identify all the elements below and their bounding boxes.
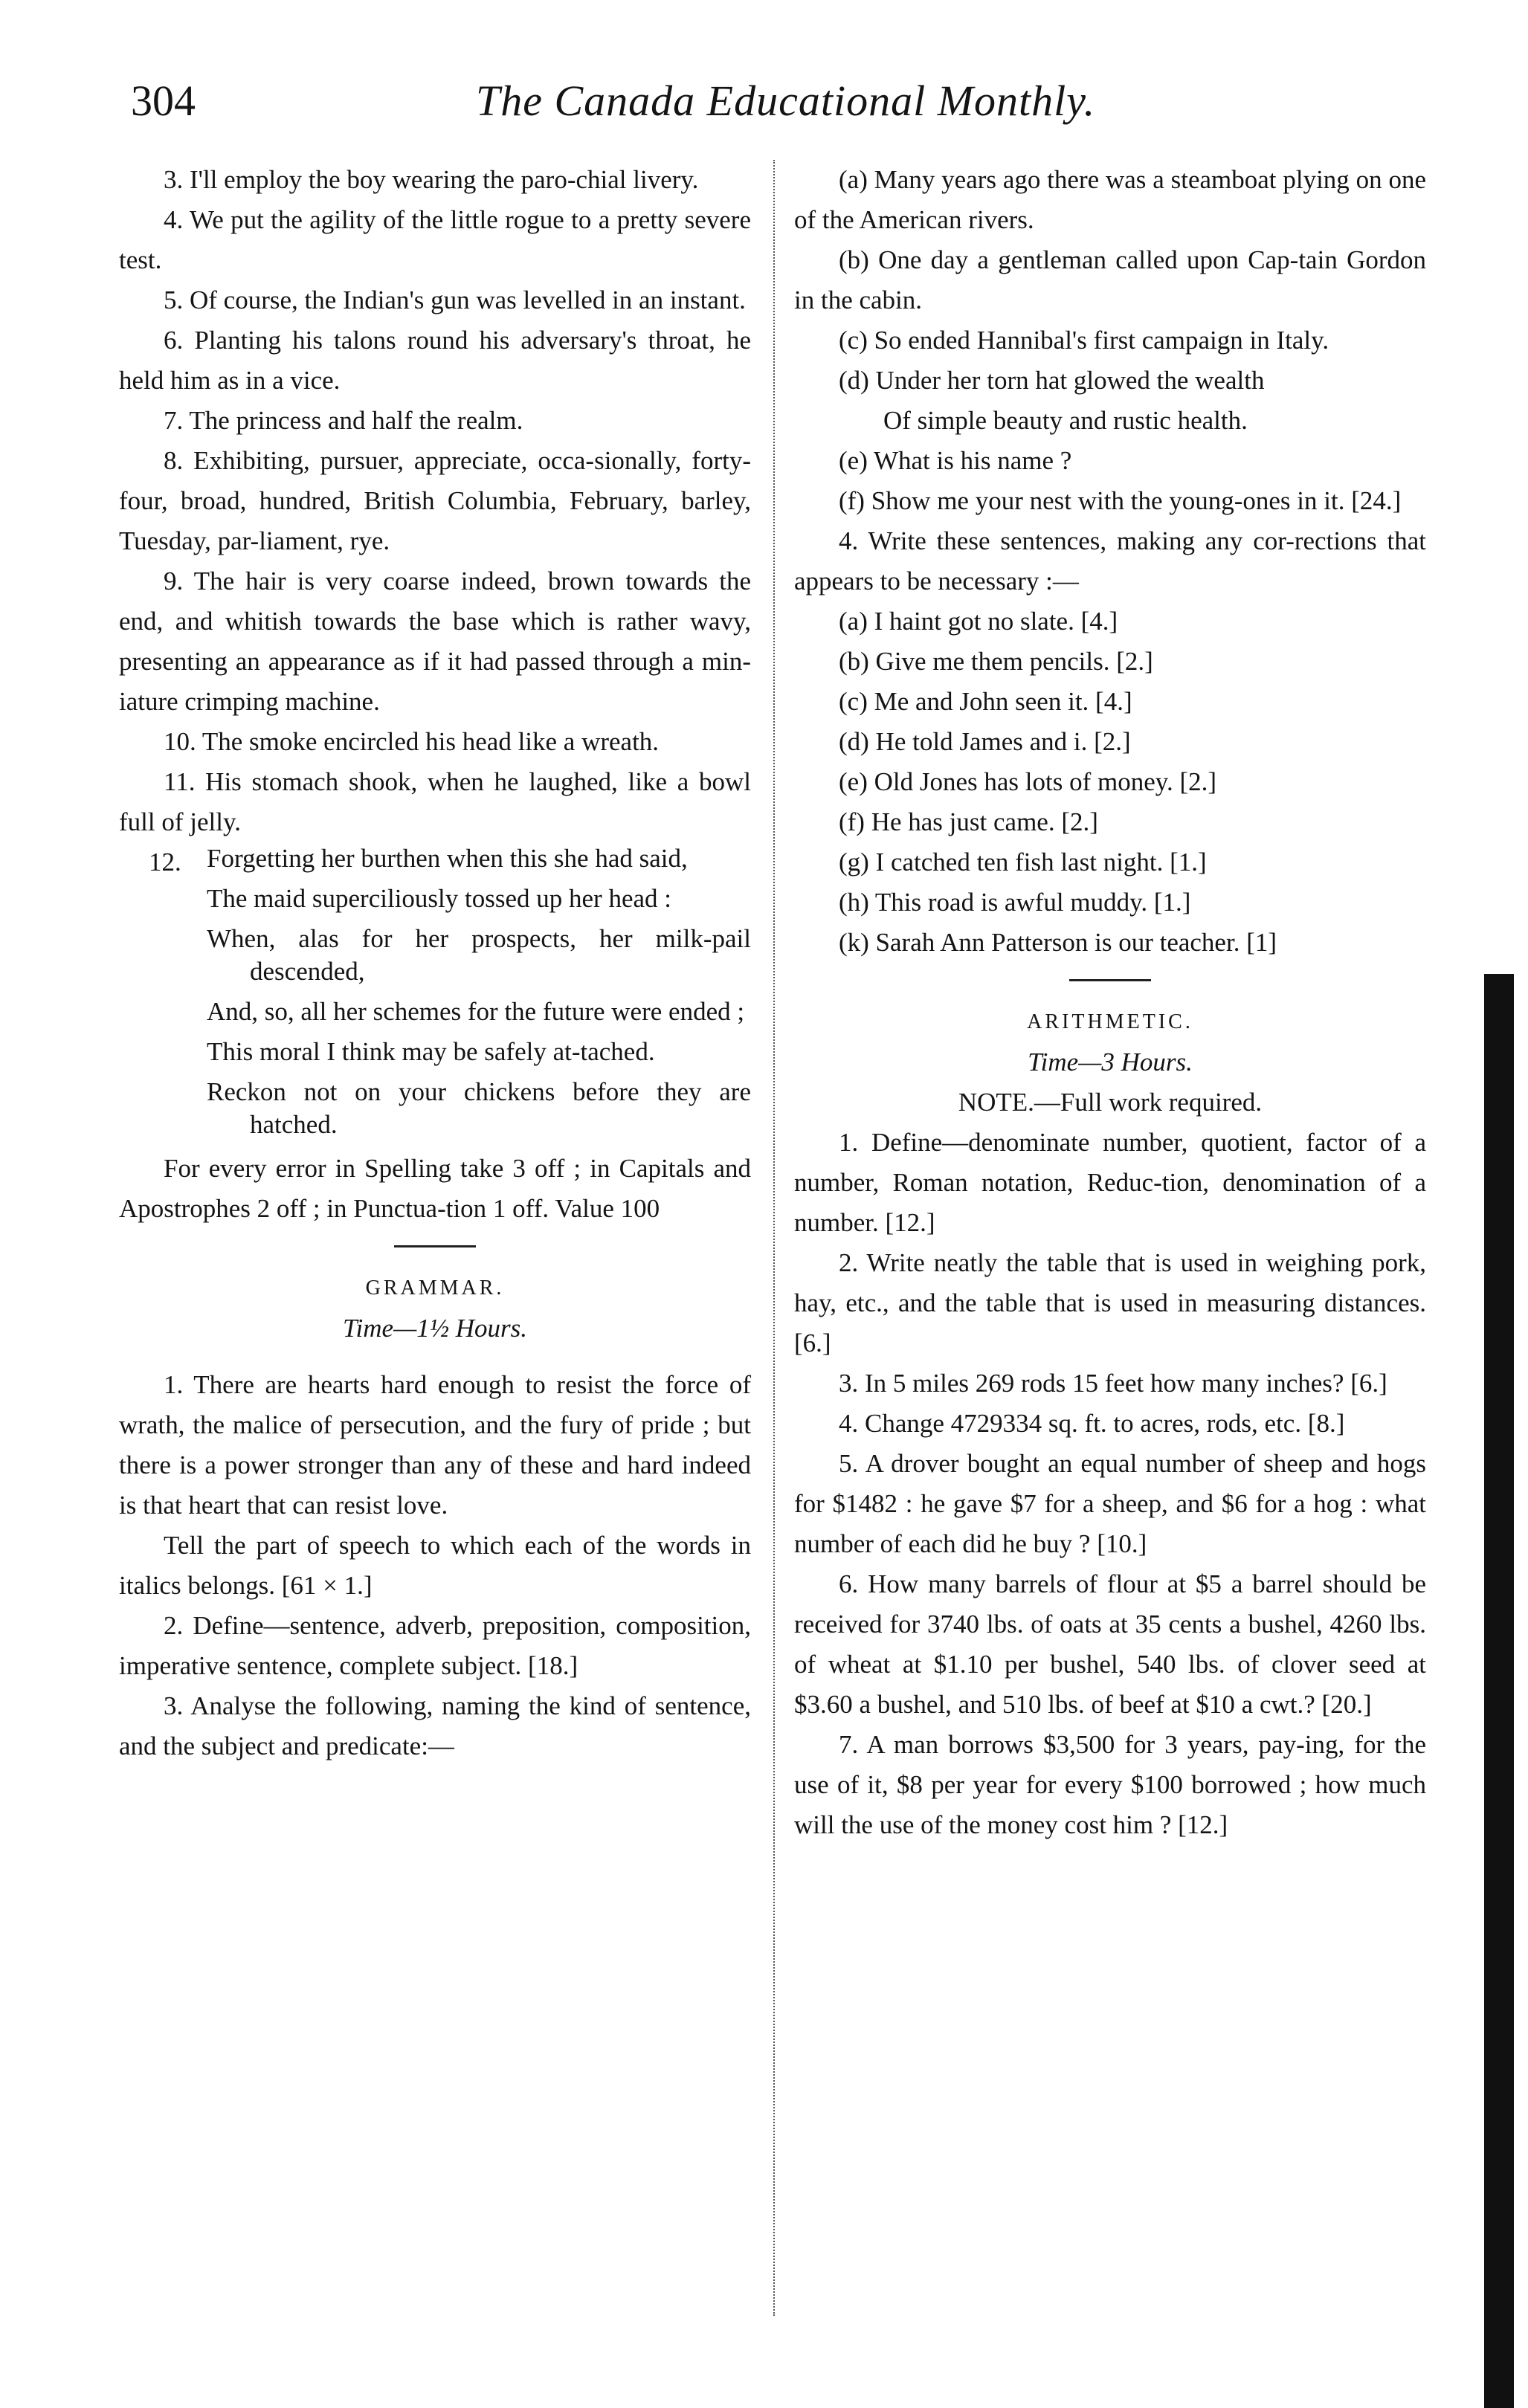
exercise-item: 8. Exhibiting, pursuer, appreciate, occa-sionally, forty-four, broad, hundred, British Columbia, February, barley, Tuesday, par-liament, rye.	[119, 446, 751, 555]
exercise-item: 5. Of course, the Indian's gun was levelled in an instant.	[164, 285, 746, 314]
grammar-question-1: 1. There are hearts hard enough to resist the force of wrath, the malice of persecution, and the fury of pride ; but there is a power stronger than any of these and hard indeed is that heart that can resist love.	[119, 1370, 751, 1520]
couplet-line: (d) Under her torn hat glowed the wealth	[839, 366, 1265, 395]
poem-line: This moral I think may be safely at-tached.	[207, 1037, 655, 1066]
correction-sentence: (c) Me and John seen it. [4.]	[839, 687, 1132, 716]
page-number: 304	[131, 77, 196, 125]
poem-number: 12.	[149, 848, 181, 877]
exercise-item: 7. The princess and half the realm.	[164, 406, 523, 435]
correction-sentence: (a) I haint got no slate. [4.]	[839, 607, 1118, 636]
arithmetic-question: 1. Define—denominate number, quotient, factor of a number, Roman notation, Reduc-tion, denomination of a number. [12.]	[794, 1128, 1426, 1237]
right-column	[794, 160, 1426, 1845]
marking-note: For every error in Spelling take 3 off ; in Capitals and Apostrophes 2 off ; in Punctua-tion 1 off. Value 100	[119, 1154, 751, 1223]
analysis-sentence: (c) So ended Hannibal's first campaign in Italy.	[839, 326, 1329, 355]
poem-line: And, so, all her schemes for the future were ended ;	[207, 997, 745, 1026]
poem-exercise	[149, 842, 751, 1141]
exercise-item: 11. His stomach shook, when he laughed, like a bowl full of jelly.	[119, 767, 751, 836]
poem-line: The maid superciliously tossed up her head :	[207, 884, 671, 913]
arithmetic-note: NOTE.—Full work required.	[958, 1088, 1263, 1117]
couplet-line: Of simple beauty and rustic health.	[883, 406, 1248, 435]
poem-verse	[207, 842, 751, 1141]
arithmetic-question: 3. In 5 miles 269 rods 15 feet how many inches? [6.]	[839, 1369, 1387, 1398]
exercise-item: 4. We put the agility of the little rogue to a pretty severe test.	[119, 205, 751, 274]
correction-sentence: (f) He has just came. [2.]	[839, 807, 1098, 836]
arithmetic-question: 2. Write neatly the table that is used in weighing pork, hay, etc., and the table that is used in measuring distances. [6.]	[794, 1248, 1426, 1358]
section-rule	[1069, 979, 1151, 981]
grammar-question-1-instruction: Tell the part of speech to which each of the words in italics belongs. [61 × 1.]	[119, 1531, 751, 1600]
section-rule	[394, 1245, 476, 1247]
section-time-grammar: Time—1½ Hours.	[343, 1314, 527, 1343]
section-time-arithmetic: Time—3 Hours.	[1028, 1048, 1193, 1077]
arithmetic-question: 6. How many barrels of flour at $5 a barrel should be received for 3740 lbs. of oats at 35 cents a bushel, 4260 lbs. of wheat at $1.10 per bushel, 540 lbs. of clover seed at $3.60 a bushel, and 510 lbs. of beef at $10 a cwt.? [20.]	[794, 1569, 1426, 1719]
correction-sentence: (e) Old Jones has lots of money. [2.]	[839, 767, 1217, 796]
exercise-item: 3. I'll employ the boy wearing the paro-chial livery.	[164, 165, 699, 194]
arithmetic-question: 7. A man borrows $3,500 for 3 years, pay-ing, for the use of it, $8 per year for every $100 borrowed ; how much will the use of the money cost him ? [12.]	[794, 1730, 1426, 1839]
grammar-question-3: 3. Analyse the following, naming the kind of sentence, and the subject and predicate:—	[119, 1691, 751, 1760]
arithmetic-question: 4. Change 4729334 sq. ft. to acres, rods, etc. [8.]	[839, 1409, 1345, 1438]
section-heading-arithmetic: ARITHMETIC.	[1027, 1010, 1193, 1033]
poem-line: When, alas for her prospects, her milk-pail descended,	[207, 924, 751, 986]
exercise-item: 9. The hair is very coarse indeed, brown towards the end, and whitish towards the base which is rather wavy, presenting an appearance as if it had passed through a min-iature crimping machine.	[119, 567, 751, 716]
exercise-item: 6. Planting his talons round his adversary's throat, he held him as in a vice.	[119, 326, 751, 395]
poem-line: Reckon not on your chickens before they are hatched.	[207, 1077, 751, 1139]
scan-edge-shadow	[1484, 974, 1514, 2408]
analysis-sentence: (f) Show me your nest with the young-ones in it. [24.]	[839, 486, 1402, 515]
grammar-question-4: 4. Write these sentences, making any cor-rections that appears to be necessary :—	[794, 526, 1426, 595]
correction-sentence: (d) He told James and i. [2.]	[839, 727, 1131, 756]
grammar-question-2: 2. Define—sentence, adverb, preposition, composition, imperative sentence, complete subject. [18.]	[119, 1611, 751, 1680]
left-column	[119, 160, 751, 1766]
exercise-item: 10. The smoke encircled his head like a wreath.	[164, 727, 660, 756]
page-header	[0, 71, 1528, 131]
correction-sentence: (g) I catched ten fish last night. [1.]	[839, 848, 1207, 877]
analysis-sentence: (e) What is his name ?	[839, 446, 1072, 475]
correction-sentence: (k) Sarah Ann Patterson is our teacher. [1]	[839, 928, 1277, 957]
column-divider	[773, 160, 775, 2316]
arithmetic-question: 5. A drover bought an equal number of sheep and hogs for $1482 : he gave $7 for a sheep, and $6 for a hog : what number of each did he buy ? [10.]	[794, 1449, 1426, 1558]
correction-sentence: (b) Give me them pencils. [2.]	[839, 647, 1153, 676]
correction-sentence: (h) This road is awful muddy. [1.]	[839, 888, 1191, 917]
poem-line: Forgetting her burthen when this she had said,	[207, 844, 688, 873]
analysis-sentence: (b) One day a gentleman called upon Cap-tain Gordon in the cabin.	[794, 245, 1426, 314]
analysis-sentence: (a) Many years ago there was a steamboat plying on one of the American rivers.	[794, 165, 1426, 234]
section-heading-grammar: GRAMMAR.	[365, 1276, 505, 1300]
running-title: The Canada Educational Monthly.	[476, 77, 1096, 125]
